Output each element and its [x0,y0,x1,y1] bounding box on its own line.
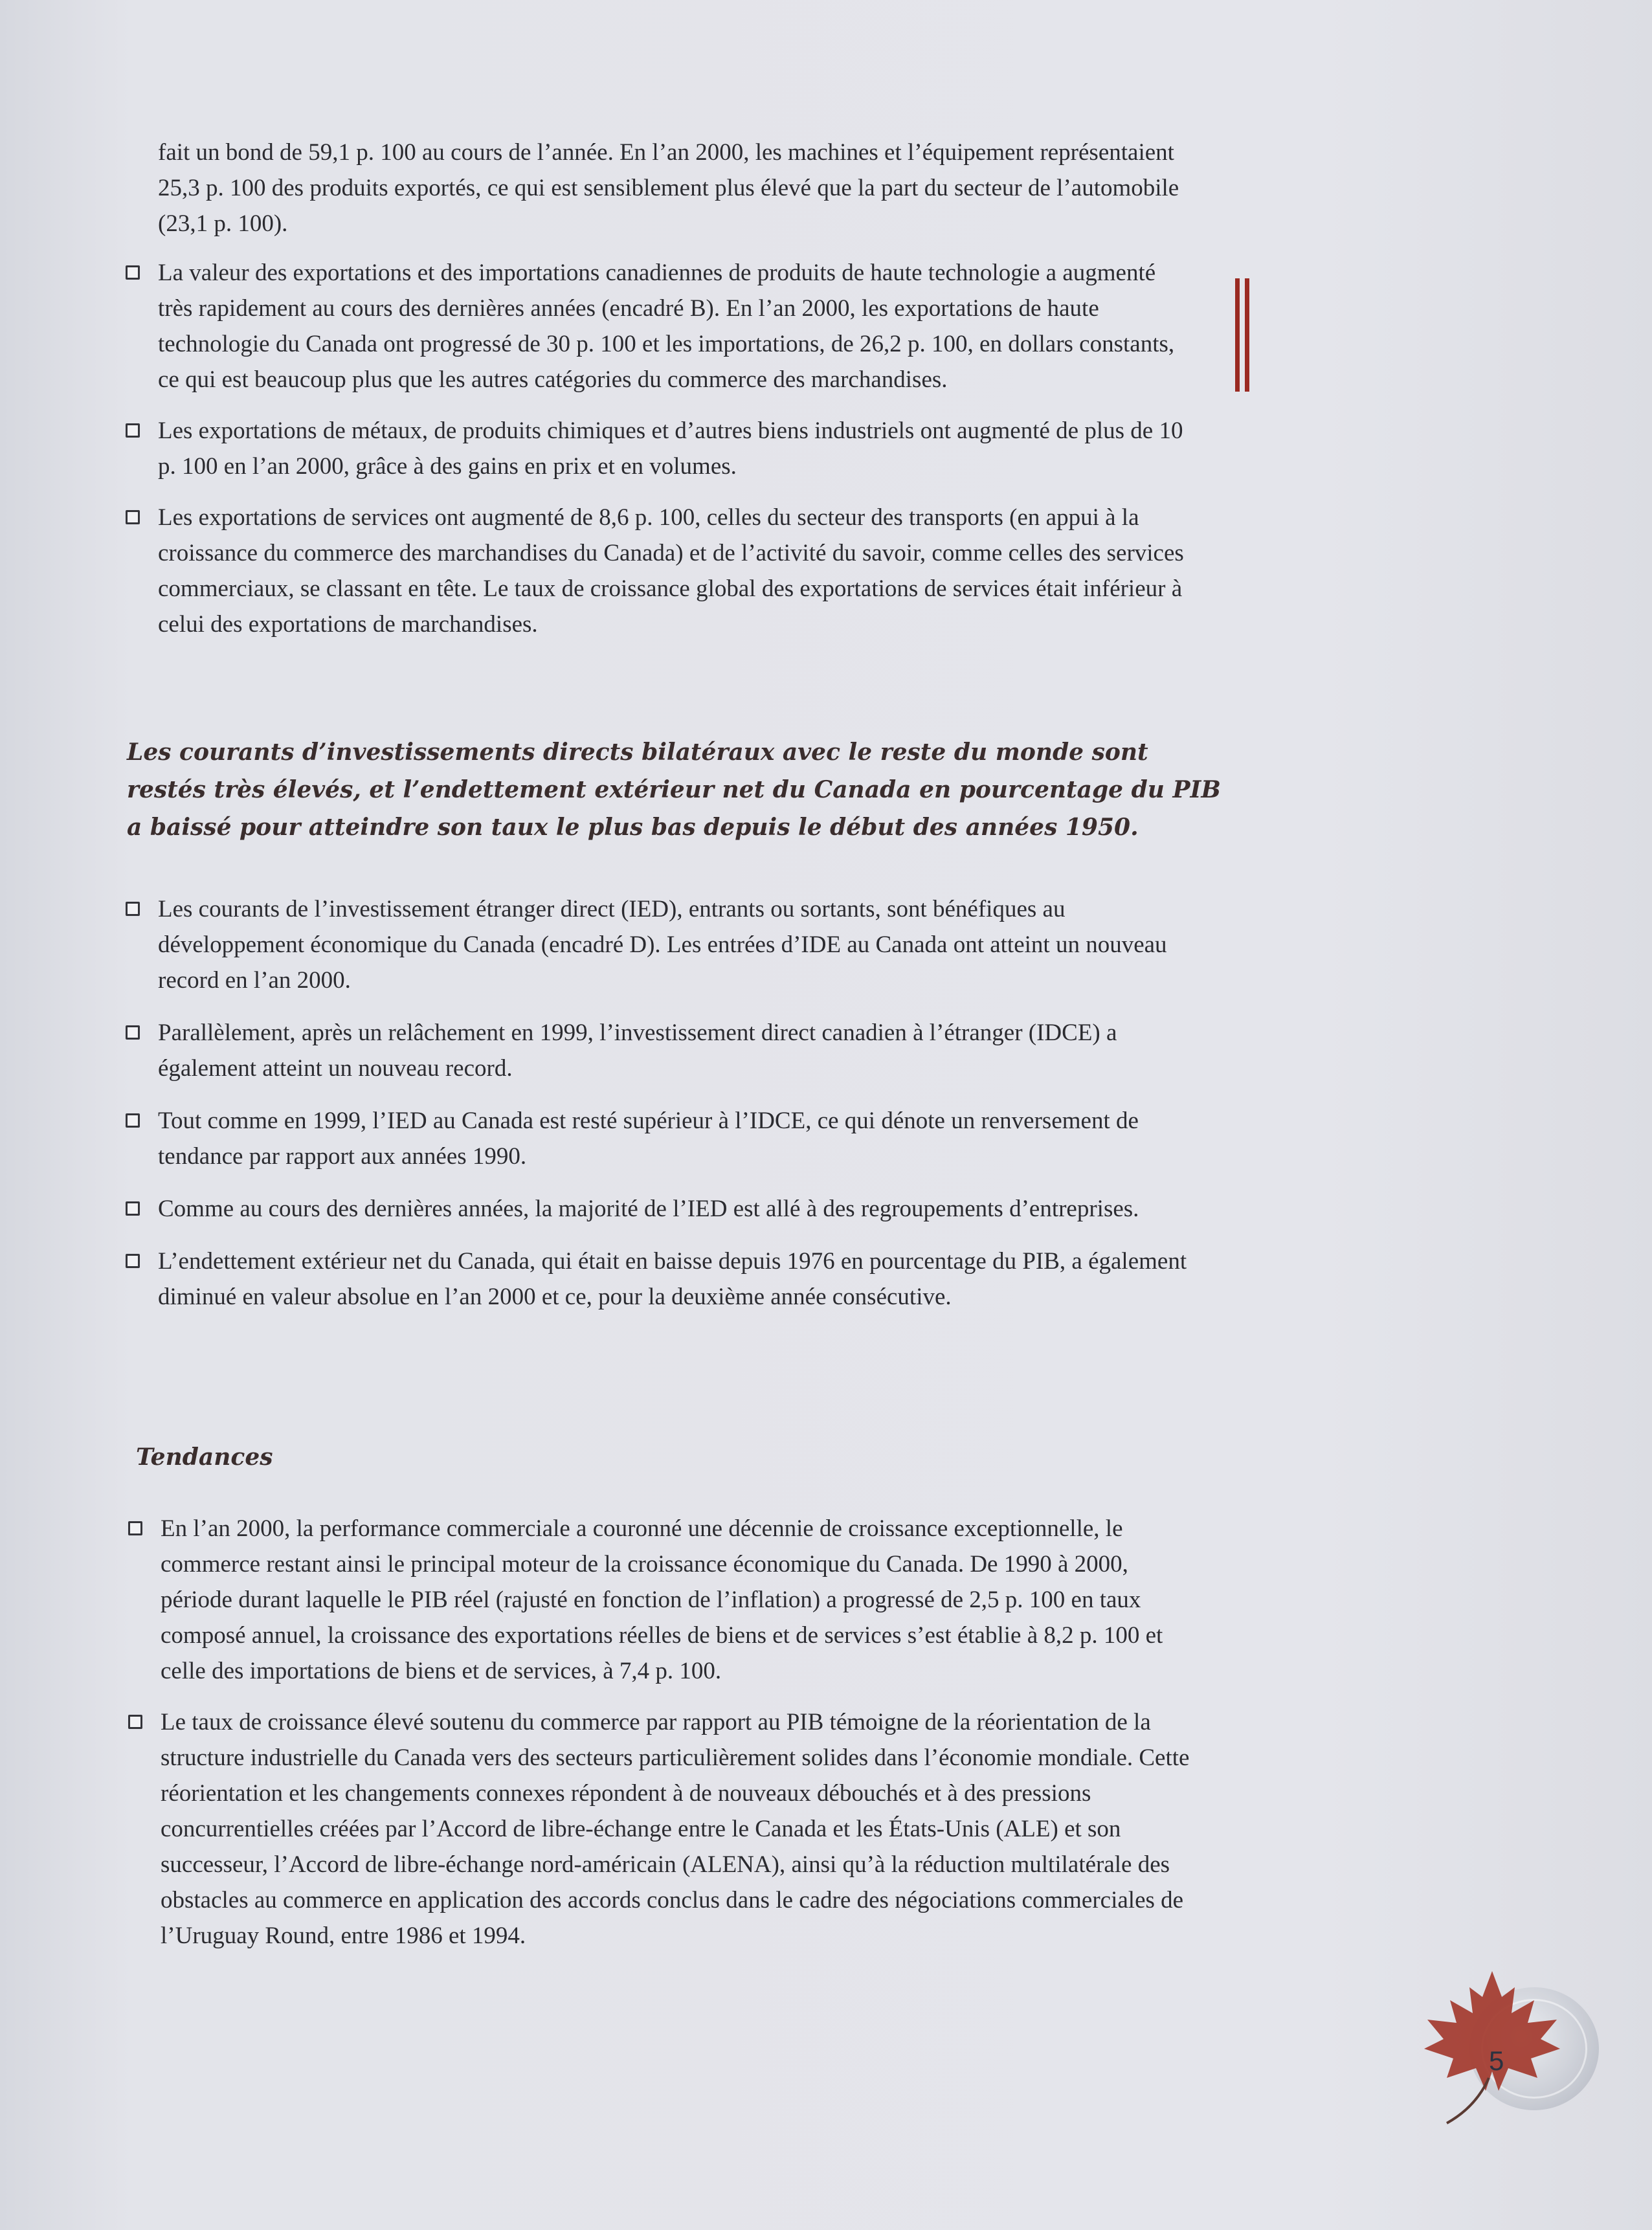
list-item: En l’an 2000, la performance commerciale a couronné une décennie de croissance exceptionnelle, le commerce restant ainsi le principal moteur de la croissance économique du Canada. De 1990 à 2000, période durant laquelle le PIB réel (rajusté en fonction de l’inflation) a progressé de 2,5 p. 100 en taux composé annuel, la croissance des exportations réelles de biens et de services s’est établie à 8,2 p. 100 et celle des importations de biens et de services, à 7,4 p. 100. [128,1511,1196,1689]
checkbox-bullet-icon [128,1521,142,1535]
page-number: 5 [1489,2046,1504,2076]
checkbox-bullet-icon [126,902,140,916]
list-item: Parallèlement, après un relâchement en 1999, l’investissement direct canadien à l’étranger (IDCE) a également atteint un nouveau record. [126,1015,1194,1086]
checkbox-bullet-icon [126,423,140,438]
checkbox-bullet-icon [126,1113,140,1128]
bullet-list-trends [128,1511,1196,1969]
bullet-list-investment [126,891,1194,1332]
list-item: La valeur des exportations et des importations canadiennes de produits de haute technologie a augmenté très rapidement au cours des dernières années (encadré B). En l’an 2000, les exportations de haute technologie du Canada ont progressé de 30 p. 100 et les importations, de 26,2 p. 100, en dollars constants, ce qui est beaucoup plus que les autres catégories du commerce des marchandises. [126,255,1194,397]
checkbox-bullet-icon [126,510,140,524]
checkbox-bullet-icon [126,1025,140,1040]
checkbox-bullet-icon [128,1715,142,1729]
list-item: Tout comme en 1999, l’IED au Canada est resté supérieur à l’IDCE, ce qui dénote un renversement de tendance par rapport aux années 1990. [126,1103,1194,1174]
list-item: Les exportations de services ont augmenté de 8,6 p. 100, celles du secteur des transports (en appui à la croissance du commerce des marchandises du Canada) et de l’activité du savoir, comme celles des services commerciaux, se classant en tête. Le taux de croissance global des exportations de services était inférieur à celui des exportations de marchandises. [126,500,1194,642]
maple-leaf-globe-icon [1411,1961,1605,2149]
intro-paragraph: fait un bond de 59,1 p. 100 au cours de l’année. En l’an 2000, les machines et l’équipement représentaient 25,3 p. 100 des produits exportés, ce qui est sensiblement plus élevé que la part du secteur de l’automobile (23,1 p. 100). [158,139,1179,237]
subheading-tendances: Tendances [136,1444,273,1471]
checkbox-bullet-icon [126,1201,140,1216]
list-item: Comme au cours des dernières années, la majorité de l’IED est allé à des regroupements d’entreprises. [126,1191,1194,1227]
list-item: Les courants de l’investissement étranger direct (IED), entrants ou sortants, sont bénéfiques au développement économique du Canada (encadré D). Les entrées d’IDE au Canada ont atteint un nouveau record en l’an 2000. [126,891,1194,998]
section-heading: Les courants d’investissements directs bilatéraux avec le reste du monde sont restés très élevés, et l’endettement extérieur net du Canada en pourcentage du PIB a baissé pour atteindre son taux le plus bas depuis le début des années 1950. [127,739,1221,841]
red-margin-bars-icon [1234,278,1252,392]
list-item: Les exportations de métaux, de produits chimiques et d’autres biens industriels ont augmenté de plus de 10 p. 100 en l’an 2000, grâce à des gains en prix et en volumes. [126,413,1194,484]
checkbox-bullet-icon [126,265,140,280]
list-item: L’endettement extérieur net du Canada, qui était en baisse depuis 1976 en pourcentage du PIB, a également diminué en valeur absolue en l’an 2000 et ce, pour la deuxième année consécutive. [126,1243,1194,1315]
bullet-list-trade [126,255,1194,658]
checkbox-bullet-icon [126,1254,140,1268]
list-item: Le taux de croissance élevé soutenu du commerce par rapport au PIB témoigne de la réorientation de la structure industrielle du Canada vers des secteurs particulièrement solides dans l’économie mondiale. Cette réorientation et les changements connexes répondent à de nouveaux débouchés et à des pressions concurrentielles créées par l’Accord de libre-échange entre le Canada et les États-Unis (ALE) et son successeur, l’Accord de libre-échange nord-américain (ALENA), ainsi qu’à la réduction multilatérale des obstacles au commerce en application des accords conclus dans le cadre des négociations commerciales de l’Uruguay Round, entre 1986 et 1994. [128,1704,1196,1954]
